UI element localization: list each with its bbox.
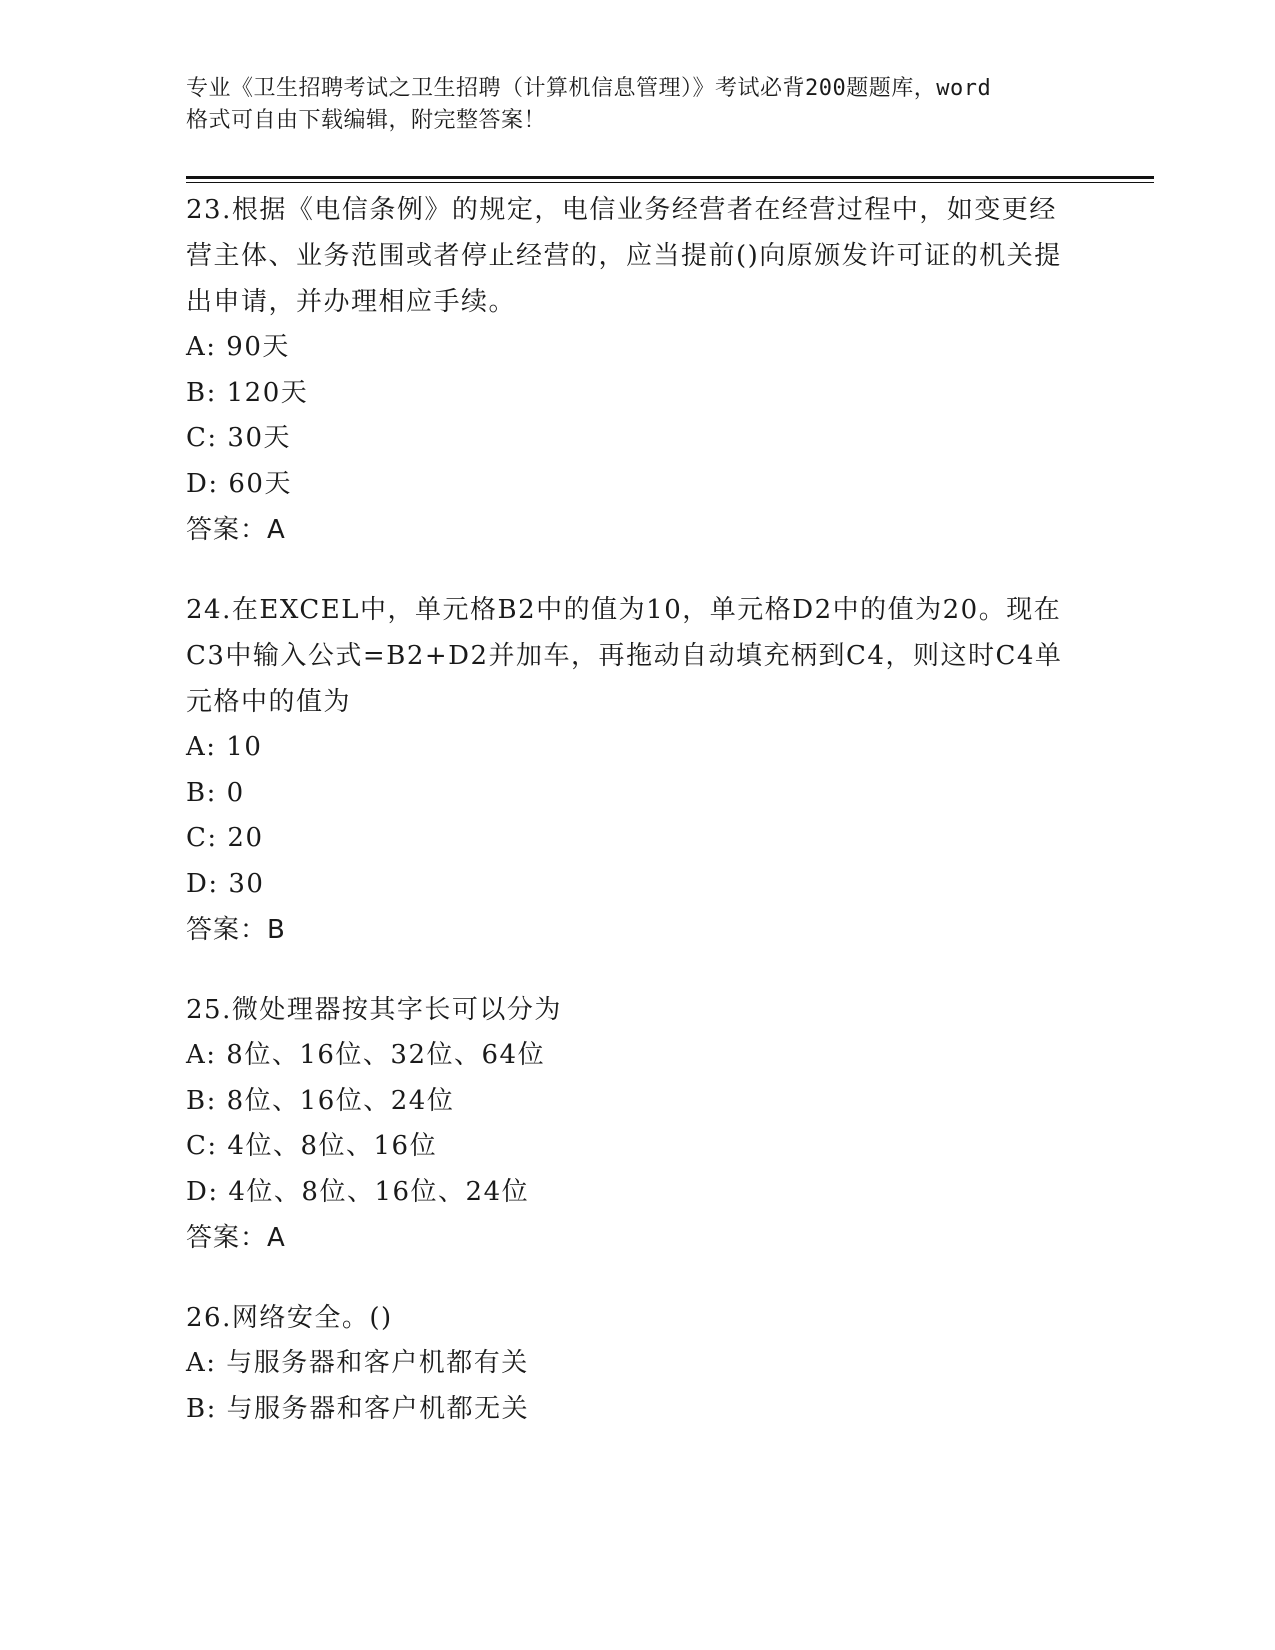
option-d: D: 30 [186,868,265,899]
option-d: D: 60天 [186,468,292,499]
answer: 答案：A [186,515,286,545]
option-d: D: 4位、8位、16位、24位 [186,1176,530,1207]
option-a: A: 90天 [186,332,290,362]
question-24 [186,587,1066,953]
option-a: A: 与服务器和客户机都有关 [186,1348,529,1378]
option-a: A: 8位、16位、32位、64位 [186,1040,546,1070]
option-a: A: 10 [186,732,263,762]
header-divider-thin [186,182,1154,183]
option-b: B: 120天 [186,377,309,408]
question-text: 24.在EXCEL中，单元格B2中的值为10，单元格D2中的值为20。现在C3中输入公式=B2+D2并加车，再拖动自动填充柄到C4，则这时C4单元格中的值为 [186,595,1063,717]
question-25 [186,987,1066,1261]
question-26 [186,1295,1066,1432]
option-c: C: 30天 [186,423,292,453]
document-header: 专业《卫生招聘考试之卫生招聘（计算机信息管理）》考试必背200题题库，word 格式可自由下载编辑，附完整答案！ [186,76,992,133]
option-b: B: 与服务器和客户机都无关 [186,1393,530,1424]
option-b: B: 8位、16位、24位 [186,1085,455,1116]
question-23 [186,187,1066,553]
answer: 答案：B [186,915,286,945]
header-divider-thick [186,176,1154,179]
question-list [186,187,1066,1466]
option-c: C: 4位、8位、16位 [186,1131,438,1161]
question-text: 26.网络安全。() [186,1303,393,1333]
option-b: B: 0 [186,777,245,808]
question-text: 25.微处理器按其字长可以分为 [186,995,562,1025]
question-text: 23.根据《电信条例》的规定，电信业务经营者在经营过程中，如变更经营主体、业务范围或者停止经营的，应当提前()向原颁发许可证的机关提出申请，并办理相应手续。 [186,195,1062,317]
answer: 答案：A [186,1223,286,1253]
option-c: C: 20 [186,823,264,853]
